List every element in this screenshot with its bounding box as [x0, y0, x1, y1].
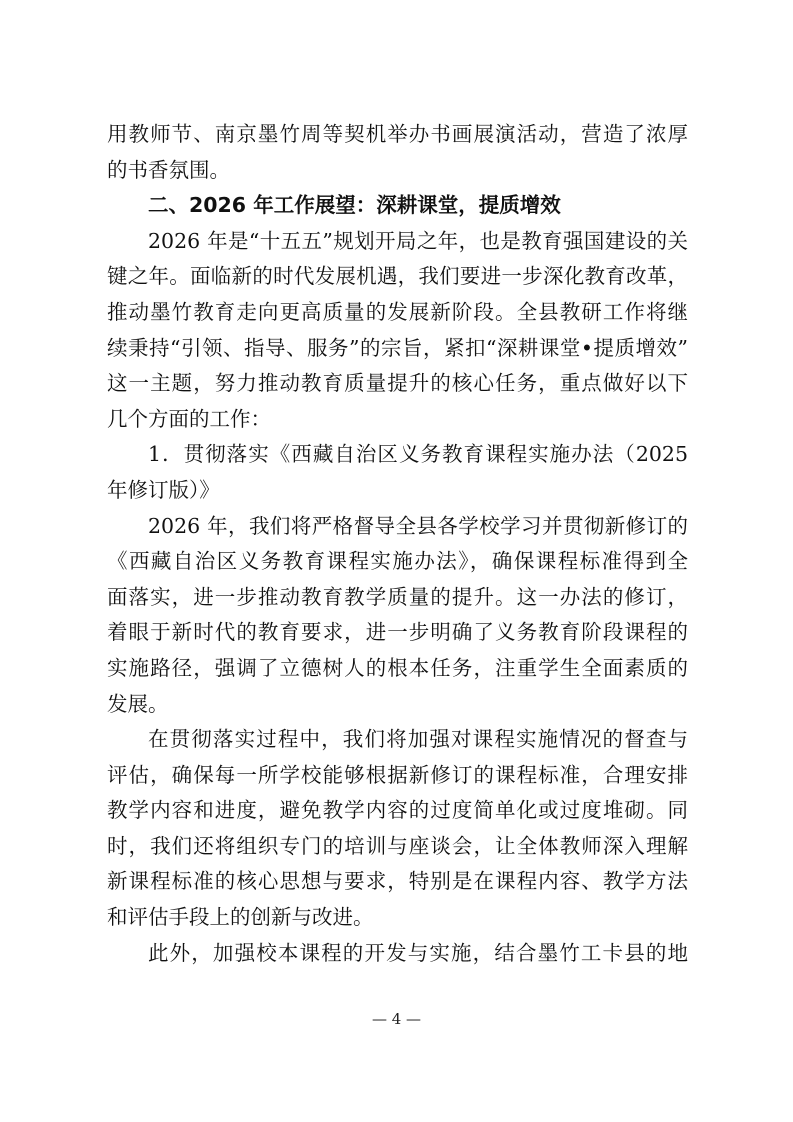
text-line: 续秉持“引领、指导、服务”的宗旨，紧扣“深耕课堂•提质增效”	[107, 335, 688, 360]
page-number: — 4 —	[371, 1010, 422, 1028]
text-line: 《西藏自治区义务教育课程实施办法》，确保课程标准得到全	[107, 549, 688, 574]
text-line: 着眼于新时代的教育要求，进一步明确了义务教育阶段课程的	[107, 620, 688, 645]
text-line: 几个方面的工作：	[107, 406, 271, 431]
text-line: 教学内容和进度，避免教学内容的过度简单化或过度堆砌。同	[107, 798, 688, 823]
text-line: 新课程标准的核心思想与要求，特别是在课程内容、教学方法	[107, 869, 688, 894]
text-line: 用教师节、南京墨竹周等契机举办书画展演活动，营造了浓厚	[107, 122, 688, 146]
text-line: 推动墨竹教育走向更高质量的发展新阶段。全县教研工作将继	[107, 299, 688, 324]
text-line: 这一主题，努力推动教育质量提升的核心任务，重点做好以下	[107, 371, 688, 396]
text-line: 实施路径，强调了立德树人的根本任务，注重学生全面素质的	[107, 655, 688, 680]
text-line: 年修订版）》	[107, 477, 220, 502]
text-line: 此外，加强校本课程的开发与实施，结合墨竹工卡县的地	[148, 940, 688, 965]
text-line: 的书香氛围。	[107, 157, 230, 182]
text-line: 发展。	[107, 691, 169, 716]
text-line: 面落实，进一步推动教育教学质量的提升。这一办法的修订，	[107, 584, 688, 609]
section-heading: 二、2026 年工作展望：深耕课堂，提质增效	[148, 193, 561, 218]
text-line: 时，我们还将组织专门的培训与座谈会，让全体教师深入理解	[107, 833, 688, 858]
document-body	[107, 117, 688, 971]
text-line: 在贯彻落实过程中，我们将加强对课程实施情况的督查与	[148, 727, 688, 752]
text-line: 2026 年，我们将严格督导全县各学校学习并贯彻新修订的	[148, 513, 688, 538]
text-line: 2026 年是“十五五”规划开局之年，也是教育强国建设的关	[148, 228, 688, 253]
text-line: 键之年。面临新的时代发展机遇，我们要进一步深化教育改革，	[107, 264, 688, 289]
text-line: 1．贯彻落实《西藏自治区义务教育课程实施办法（2025	[148, 442, 688, 467]
text-line: 和评估手段上的创新与改进。	[107, 905, 374, 930]
text-line: 评估，确保每一所学校能够根据新修订的课程标准，合理安排	[107, 762, 688, 787]
